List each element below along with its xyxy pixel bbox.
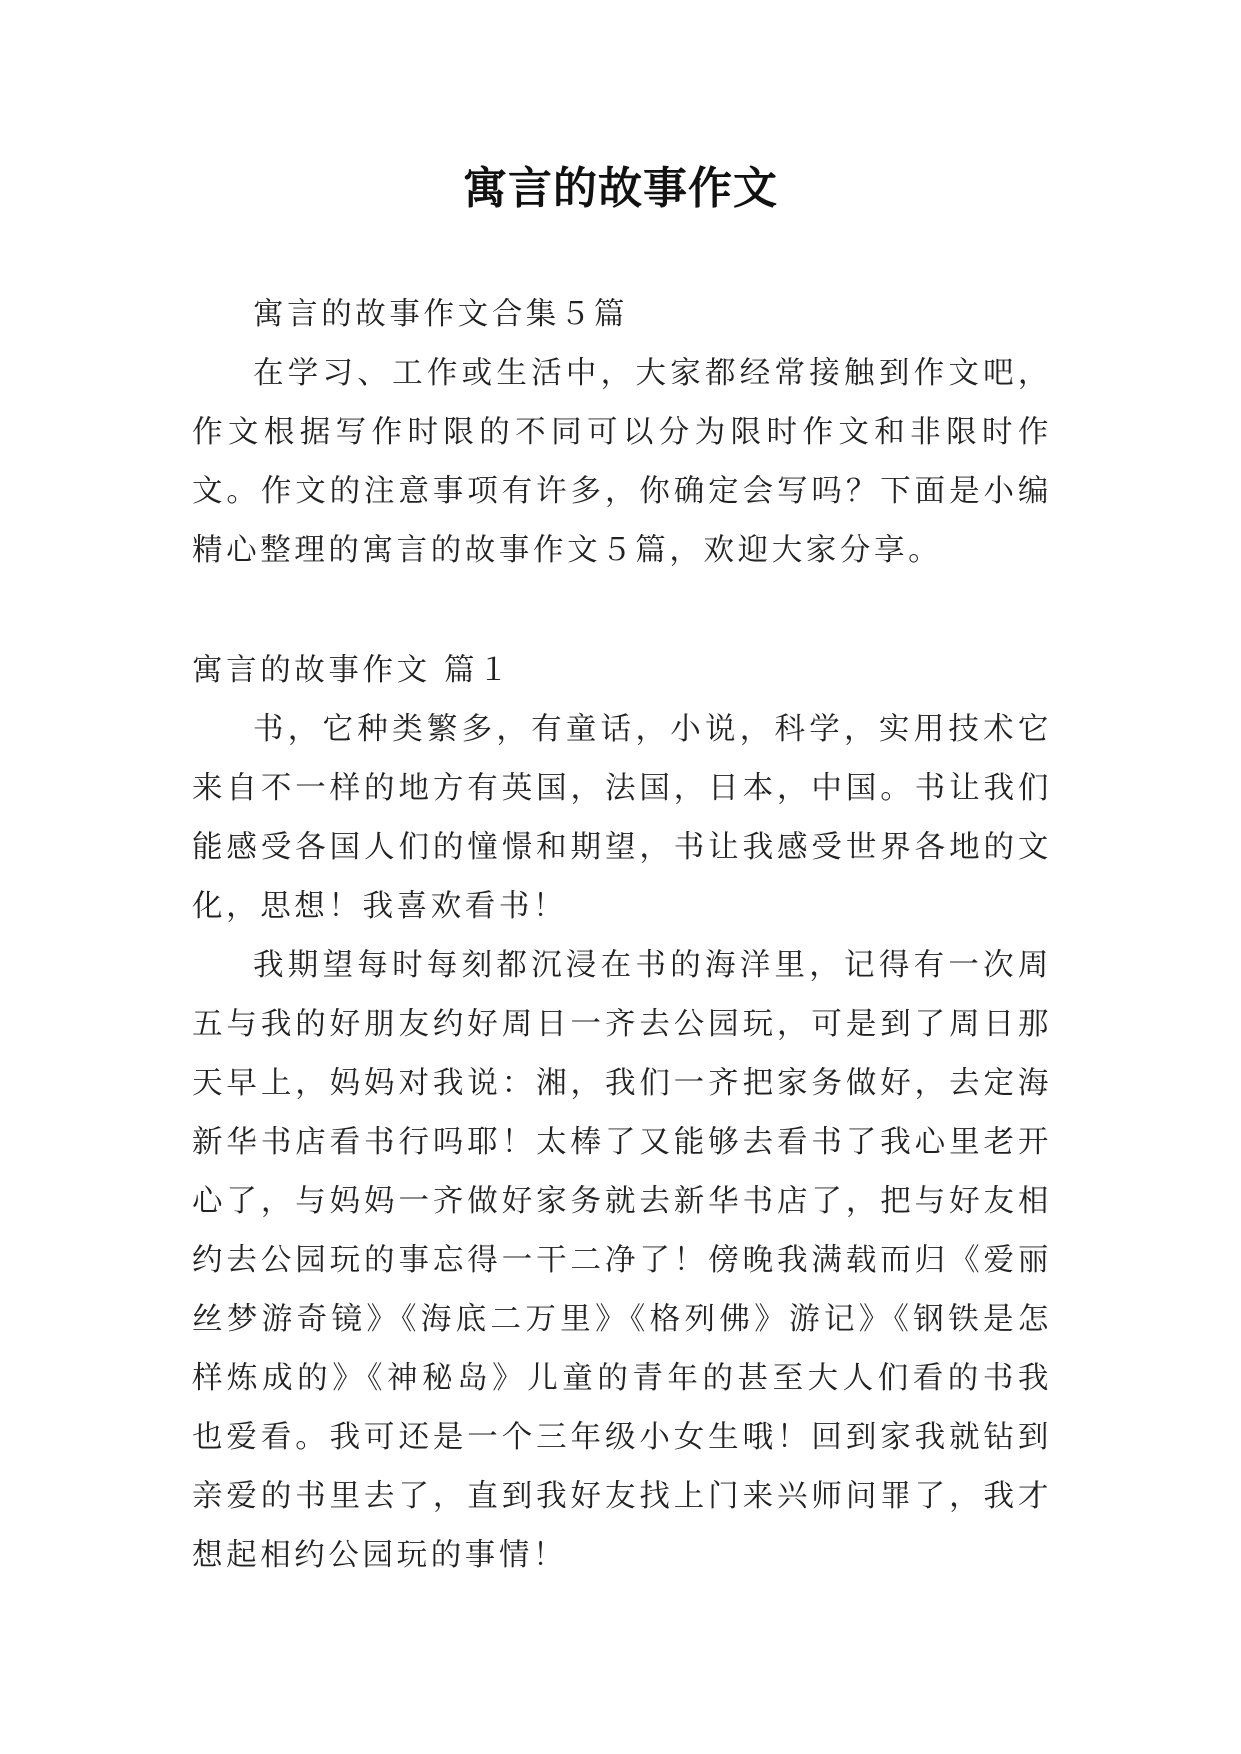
section-spacer [192, 580, 1052, 641]
body-paragraph: 书，它种类繁多，有童话，小说，科学，实用技术它来自不一样的地方有英国，法国，日本，中国。书让我们能感受各国人们的憧憬和期望，书让我感受世界各地的文化，思想！我喜欢看书！ [192, 712, 1052, 924]
section-heading: 寓言的故事作文 篇１ [192, 653, 513, 688]
document-body [192, 285, 1052, 1585]
body-paragraph: 我期望每时每刻都沉浸在书的海洋里，记得有一次周五与我的好朋友约好周日一齐去公园玩，可是到了周日那天早上，妈妈对我说：湘，我们一齐把家务做好，去定海新华书店看书行吗耶！太棒了又能够去看书了我心里老开心了，与妈妈一齐做好家务就去新华书店了，把与好友相约去公园玩的事忘得一干二净了！傍晚我满载而归《爱丽丝梦游奇镜》《海底二万里》《格列佛》游记》《钢铁是怎样炼成的》《神秘岛》儿童的青年的甚至大人们看的书我也爱看。我可还是一个三年级小女生哦！回到家我就钻到亲爱的书里去了，直到我好友找上门来兴师问罪了，我才想起相约公园玩的事情！ [192, 948, 1052, 1573]
document-subtitle: 寓言的故事作文合集５篇 [253, 297, 629, 332]
document-title: 寓言的故事作文 [463, 163, 778, 214]
intro-paragraph: 在学习、工作或生活中，大家都经常接触到作文吧，作文根据写作时限的不同可以分为限时作文和非限时作文。作文的注意事项有许多，你确定会写吗？下面是小编精心整理的寓言的故事作文５篇，欢迎大家分享。 [192, 356, 1052, 568]
